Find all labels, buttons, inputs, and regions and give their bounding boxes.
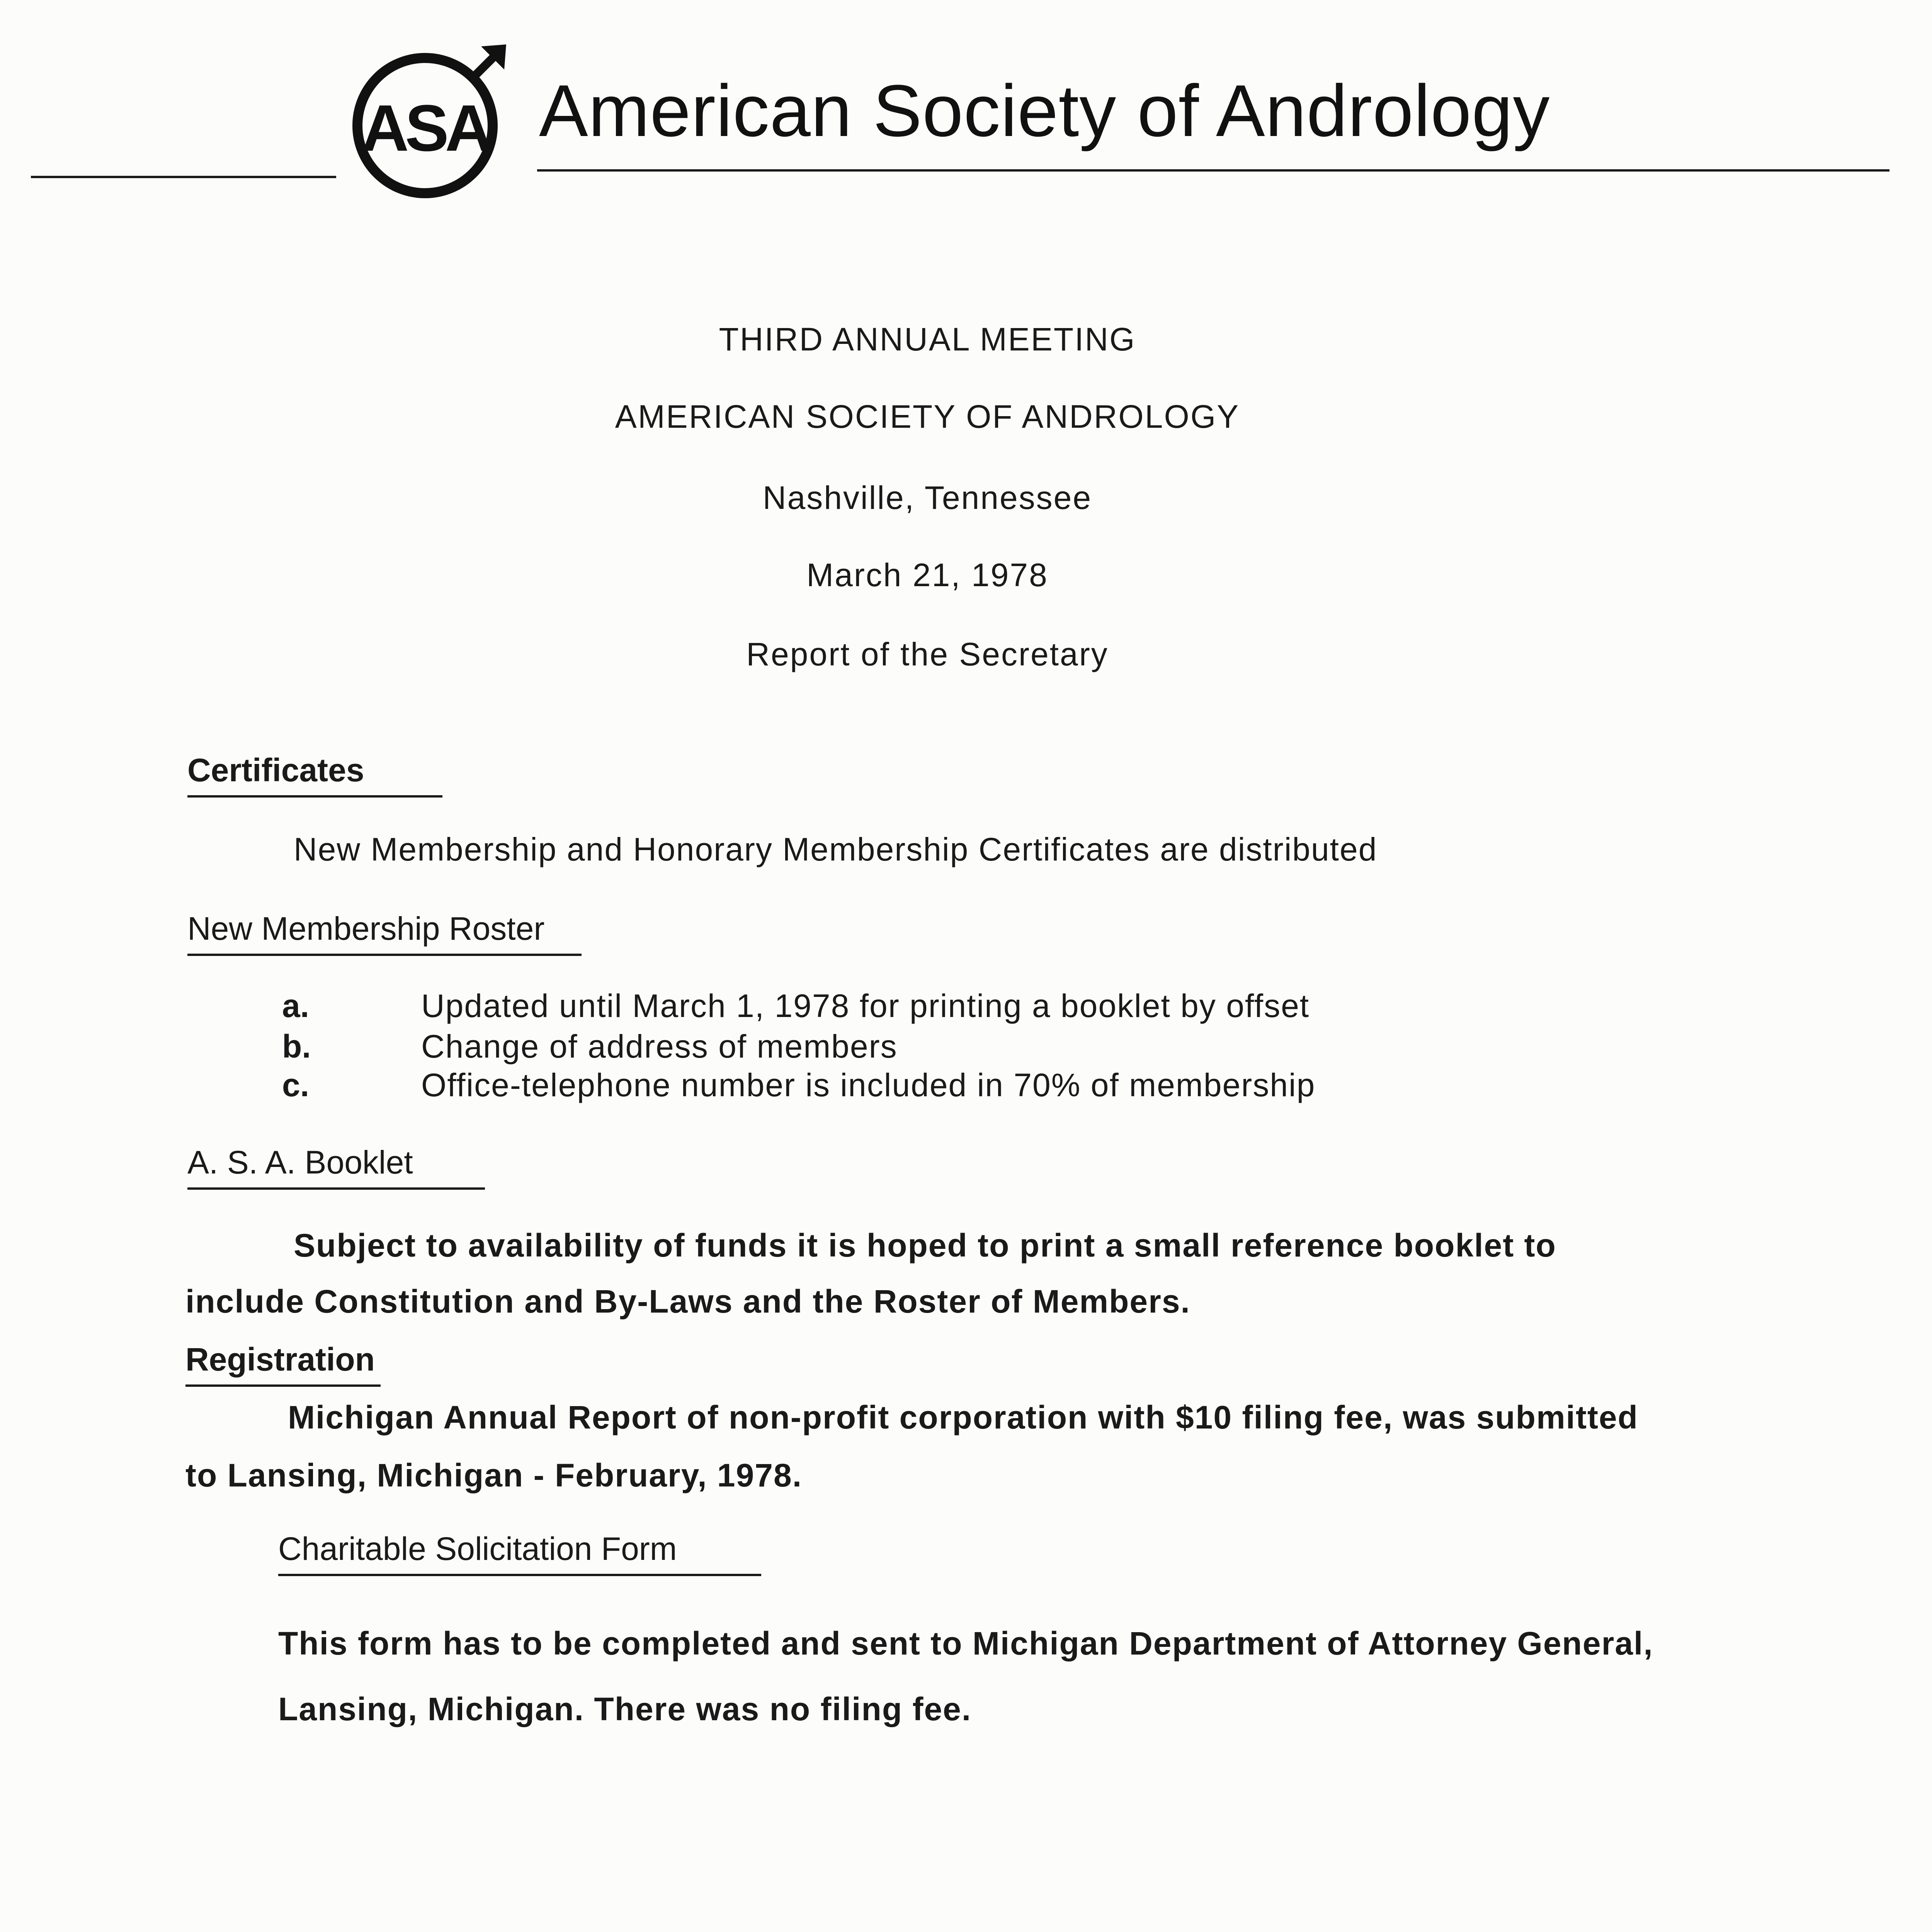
roster-item-c-letter: c.	[282, 1067, 310, 1103]
org-name: American Society of Andrology	[539, 70, 1550, 152]
registration-line-2: to Lansing, Michigan - February, 1978.	[185, 1457, 803, 1493]
booklet-line-2: include Constitution and By-Laws and the Roster of Members.	[185, 1283, 1190, 1320]
logo-lettering: ASA	[361, 92, 489, 165]
certificates-heading: Certificates	[187, 752, 442, 798]
asa-logo	[348, 43, 510, 205]
letterhead-rule-left	[31, 176, 336, 178]
report-title: Report of the Secretary	[746, 636, 1109, 672]
meeting-location: Nashville, Tennessee	[762, 480, 1092, 516]
booklet-heading: A. S. A. Booklet	[187, 1144, 485, 1190]
roster-item-b-letter: b.	[282, 1028, 311, 1065]
roster-item-a-letter: a.	[282, 988, 310, 1024]
meeting-date: March 21, 1978	[806, 557, 1048, 593]
charitable-line-2: Lansing, Michigan. There was no filing fee.	[278, 1691, 972, 1727]
letterhead-rule-right	[537, 169, 1889, 172]
roster-item-a-text: Updated until March 1, 1978 for printing a booklet by offset	[421, 988, 1310, 1024]
registration-heading: Registration	[185, 1341, 381, 1387]
roster-heading: New Membership Roster	[187, 910, 582, 956]
roster-item-b-text: Change of address of members	[421, 1028, 898, 1065]
registration-line-1: Michigan Annual Report of non-profit corporation with $10 filing fee, was submitted	[288, 1399, 1638, 1435]
certificates-text: New Membership and Honorary Membership Certificates are distributed	[294, 831, 1378, 867]
charitable-line-1: This form has to be completed and sent to Michigan Department of Attorney General,	[278, 1625, 1653, 1662]
meeting-title: THIRD ANNUAL MEETING	[719, 321, 1136, 357]
charitable-heading: Charitable Solicitation Form	[278, 1530, 761, 1576]
society-title: AMERICAN SOCIETY OF ANDROLOGY	[615, 398, 1240, 435]
booklet-line-1: Subject to availability of funds it is hoped to print a small reference booklet to	[294, 1227, 1556, 1264]
roster-item-c-text: Office-telephone number is included in 70% of membership	[421, 1067, 1316, 1103]
